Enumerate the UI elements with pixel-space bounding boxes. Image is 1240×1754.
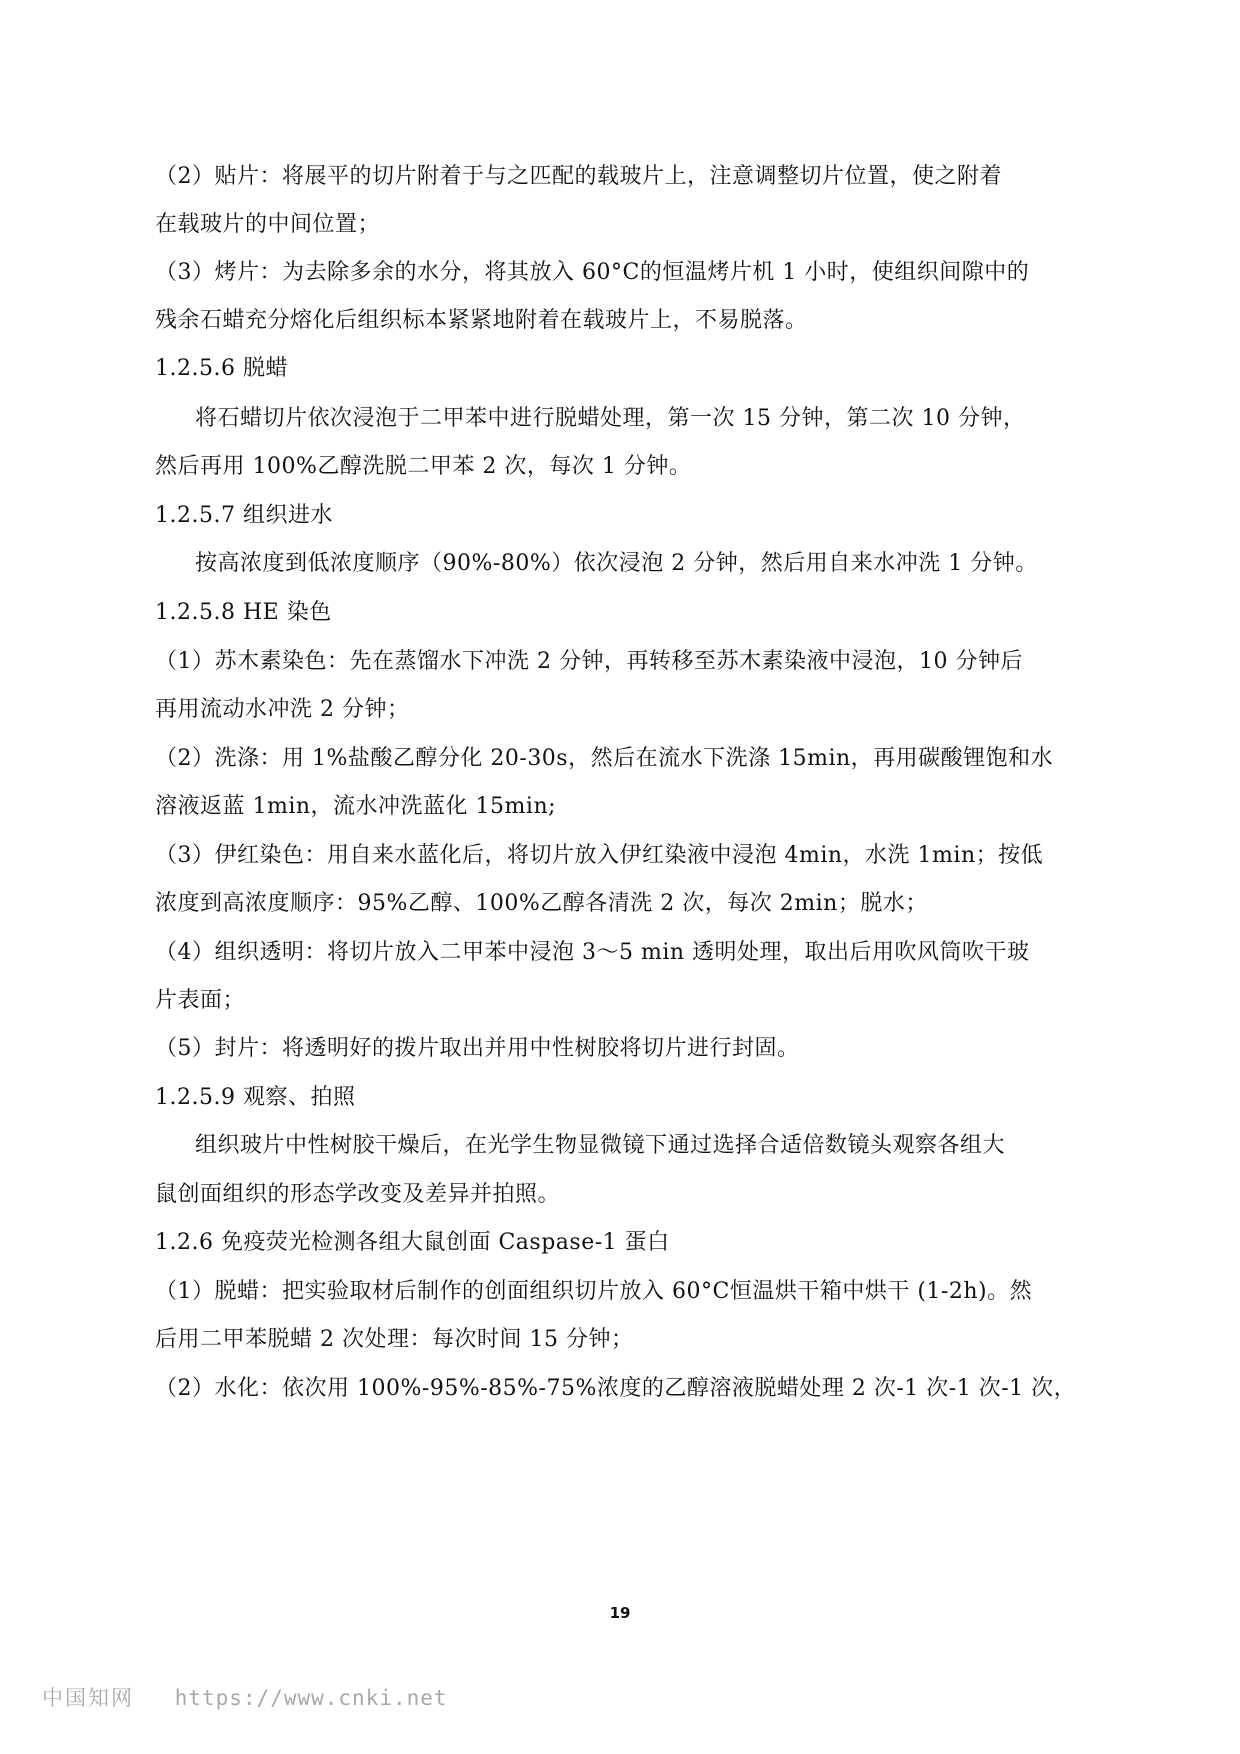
text-line: 溶液返蓝 1min，流水冲洗蓝化 15min; xyxy=(155,794,557,819)
text-line: 1.2.5.7 组织进水 xyxy=(155,503,333,528)
watermark-logo: 中国知网 xyxy=(42,1686,134,1710)
text-line: 1.2.5.8 HE 染色 xyxy=(155,600,332,625)
text-line: 后用二甲苯脱蜡 2 次处理：每次时间 15 分钟； xyxy=(155,1327,634,1352)
watermark-url: https://www.cnki.net xyxy=(174,1686,448,1710)
text-line: （2）水化：依次用 100%-95%-85%-75%浓度的乙醇溶液脱蜡处理 2 次-1 次-1 次-1 次， xyxy=(155,1376,1077,1401)
text-line: 1.2.5.9 观察、拍照 xyxy=(155,1085,356,1110)
text-line: 1.2.5.6 脱蜡 xyxy=(155,356,288,381)
text-line: （3）伊红染色：用自来水蓝化后，将切片放入伊红染液中浸泡 4min，水洗 1min；按低 xyxy=(155,843,1044,868)
text-line: （5）封片：将透明好的拨片取出并用中性树胶将切片进行封固。 xyxy=(155,1036,800,1061)
text-line: （1）苏木素染色：先在蒸馏水下冲洗 2 分钟，再转移至苏木素染液中浸泡，10 分钟后 xyxy=(155,649,1023,674)
text-line: 浓度到高浓度顺序：95%乙醇、100%乙醇各清洗 2 次，每次 2min；脱水； xyxy=(155,891,928,916)
text-line: 在载玻片的中间位置； xyxy=(155,212,381,237)
text-line: 鼠创面组织的形态学改变及差异并拍照。 xyxy=(155,1182,561,1207)
cnki-watermark xyxy=(42,1682,448,1712)
text-line: （4）组织透明：将切片放入二甲苯中浸泡 3～5 min 透明处理，取出后用吹风筒吹干玻 xyxy=(155,940,1030,965)
text-line: （2）贴片：将展平的切片附着于与之匹配的载玻片上，注意调整切片位置，使之附着 xyxy=(155,164,1002,189)
text-line: （2）洗涤：用 1%盐酸乙醇分化 20-30s，然后在流水下洗涤 15min，再用碳酸锂饱和水 xyxy=(155,746,1054,771)
text-line: 将石蜡切片依次浸泡于二甲苯中进行脱蜡处理，第一次 15 分钟，第二次 10 分钟， xyxy=(195,406,1026,431)
text-line: 再用流动水冲洗 2 分钟； xyxy=(155,697,410,722)
text-line: 1.2.6 免疫荧光检测各组大鼠创面 Caspase-1 蛋白 xyxy=(155,1230,670,1255)
page-number: 19 xyxy=(609,1604,631,1622)
text-line: 按高浓度到低浓度顺序（90%-80%）依次浸泡 2 分钟，然后用自来水冲洗 1 分钟。 xyxy=(195,551,1038,576)
text-line: 组织玻片中性树胶干燥后，在光学生物显微镜下通过选择合适倍数镜头观察各组大 xyxy=(195,1133,1006,1158)
text-line: （1）脱蜡：把实验取材后制作的创面组织切片放入 60°C恒温烘干箱中烘干 (1-2h)。然 xyxy=(155,1279,1033,1304)
text-line: （3）烤片：为去除多余的水分，将其放入 60°C的恒温烤片机 1 小时，使组织间隙中的 xyxy=(155,260,1030,285)
text-line: 残余石蜡充分熔化后组织标本紧紧地附着在载玻片上，不易脱落。 xyxy=(155,308,808,333)
text-line: 然后再用 100%乙醇洗脱二甲苯 2 次，每次 1 分钟。 xyxy=(155,454,692,479)
text-line: 片表面； xyxy=(155,988,246,1013)
